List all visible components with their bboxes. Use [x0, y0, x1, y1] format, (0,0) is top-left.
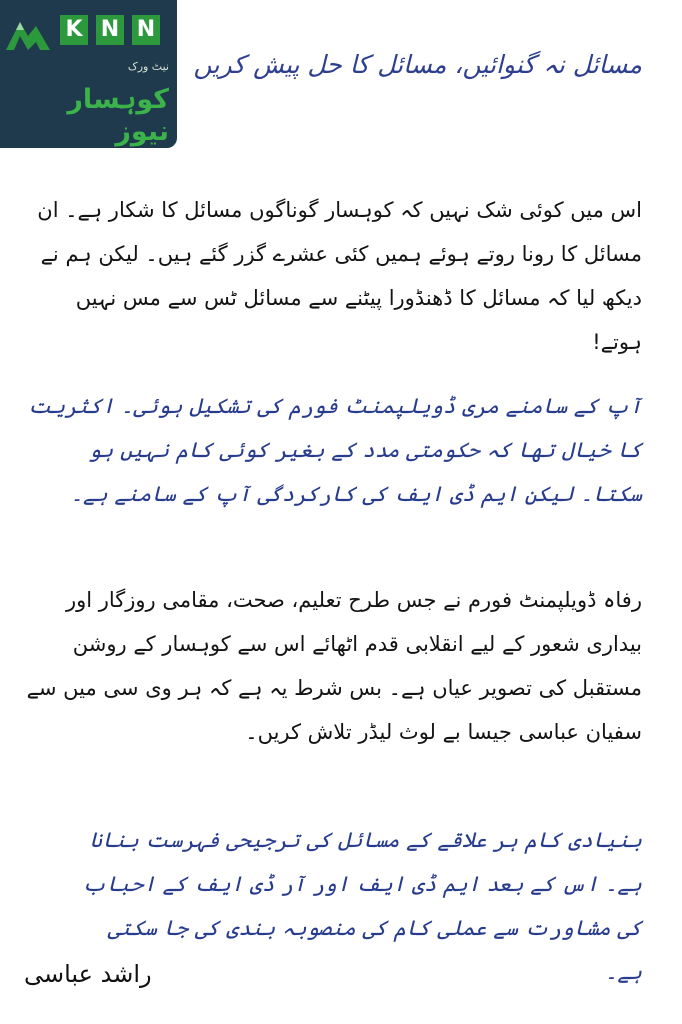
mountain-logo-icon	[6, 14, 50, 50]
author-signature: راشد عباسی	[24, 960, 152, 988]
logo-urdu-name: کوہسار نیوز	[67, 84, 169, 148]
paragraph-1: اس میں کوئی شک نہیں کہ کوہسار گوناگوں مسائل کا شکار ہے۔ ان مسائل کا رونا روتے ہوئے ہمیں کئی عشرے گزر گئے ہیں۔ لیکن ہم نے دیکھ لیا کہ مسائل کا ڈھنڈورا پیٹنے سے مسائل ٹس سے مس نہیں ہوتے!	[37, 198, 642, 354]
paragraph-3: رفاہ ڈویلپمنٹ فورم نے جس طرح تعلیم، صحت، مقامی روزگار اور بیداری شعور کے لیے انقلابی قدم اٹھائے اس سے کوہسار کے روشن مستقبل کی تصویر عیاں ہے۔ بس شرط یہ ہے کہ ہر وی سی میں سے سفیان عباسی جیسا بے لوث لیڈر تلاش کریں۔	[26, 588, 642, 744]
logo-letter-k: K	[60, 15, 88, 45]
logo-letter-n: N	[96, 15, 124, 45]
knn-logo	[0, 0, 177, 148]
logo-letter-n-2: N	[132, 15, 160, 45]
paragraph-4: بنیادی کام ہر علاقے کے مسائل کی ترجیحی فہرست بنانا ہے۔ اس کے بعد ایم ڈی ایف اور آر ڈی ایف کے احباب کی مشاورت سے عملی کام کی منصوبہ بندی کی جا سکتی ہے۔	[82, 828, 642, 984]
headline: مسائل نہ گنوائیں، مسائل کا حل پیش کریں	[193, 50, 642, 79]
paragraph-2: آپ کے سامنے مری ڈویلپمنٹ فورم کی تشکیل ہوئی۔ اکثریت کا خیال تھا کہ حکومتی مدد کے بغیر کوئی کام نہیں ہو سکتا۔ لیکن ایم ڈی ایف کی کارکردگی آپ کے سامنے ہے۔	[28, 394, 642, 506]
logo-network-label: نیٹ ورک	[127, 60, 169, 73]
